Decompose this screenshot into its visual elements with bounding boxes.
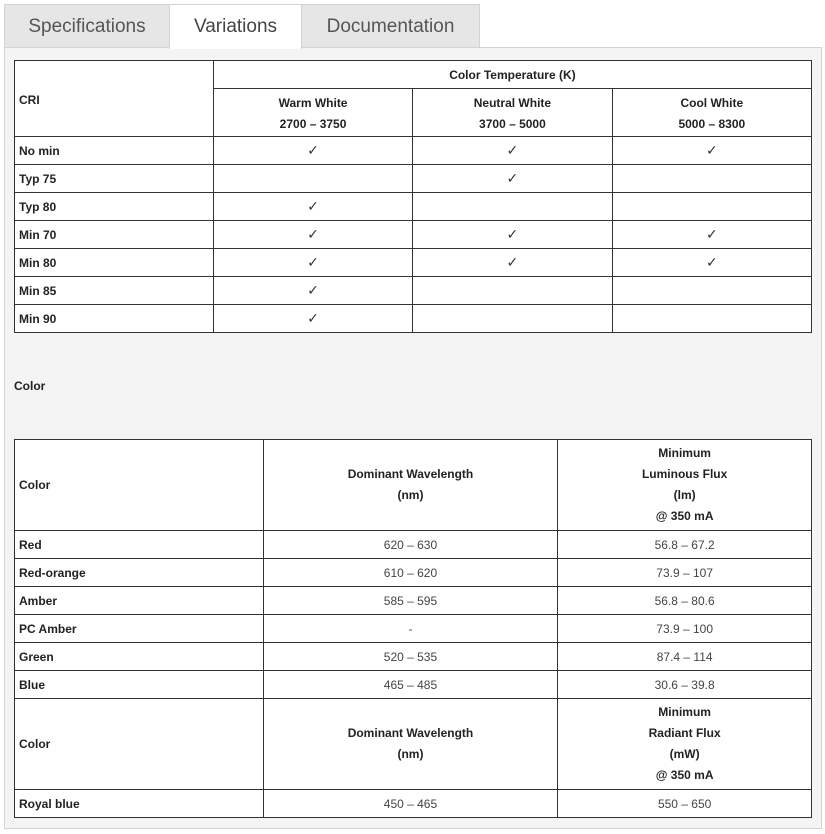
dominant-wavelength: - bbox=[263, 615, 558, 643]
table-row bbox=[15, 137, 812, 165]
check-icon: ✓ bbox=[612, 221, 811, 249]
header-line: Minimum bbox=[658, 705, 711, 719]
dominant-wavelength: 610 – 620 bbox=[263, 559, 558, 587]
empty-cell bbox=[413, 305, 612, 333]
color-name: Blue bbox=[15, 671, 264, 699]
header-line: Dominant Wavelength bbox=[347, 726, 474, 740]
check-icon: ✓ bbox=[413, 249, 612, 277]
neutral-white-label: Neutral White bbox=[473, 95, 552, 110]
table-row bbox=[15, 305, 812, 333]
table-header-row bbox=[15, 699, 812, 790]
table-row bbox=[15, 559, 812, 587]
table-row bbox=[15, 165, 812, 193]
color-section-heading: Color bbox=[14, 379, 46, 393]
cri-table bbox=[14, 60, 812, 333]
neutral-white-range: 3700 – 5000 bbox=[479, 116, 546, 131]
flux-value: 73.9 – 107 bbox=[558, 559, 812, 587]
check-icon: ✓ bbox=[213, 249, 412, 277]
flux-value: 73.9 – 100 bbox=[558, 615, 812, 643]
flux-value: 56.8 – 67.2 bbox=[558, 531, 812, 559]
flux-value: 30.6 – 39.8 bbox=[558, 671, 812, 699]
empty-cell bbox=[413, 277, 612, 305]
empty-cell bbox=[612, 193, 811, 221]
color-name: Red-orange bbox=[15, 559, 264, 587]
cri-row-label: Min 85 bbox=[15, 277, 214, 305]
check-icon: ✓ bbox=[413, 137, 612, 165]
table-row bbox=[15, 277, 812, 305]
header-line: (mW) bbox=[669, 747, 700, 761]
header-line: @ 350 mA bbox=[655, 768, 714, 782]
header-line: (nm) bbox=[397, 747, 424, 761]
color-name: PC Amber bbox=[15, 615, 264, 643]
check-icon: ✓ bbox=[213, 193, 412, 221]
header-line: Minimum bbox=[658, 446, 711, 460]
table-row bbox=[15, 643, 812, 671]
tab-variations[interactable]: Variations bbox=[169, 4, 302, 49]
tab-specifications[interactable]: Specifications bbox=[4, 4, 170, 48]
check-icon: ✓ bbox=[413, 221, 612, 249]
cri-row-label: No min bbox=[15, 137, 214, 165]
header-line: Dominant Wavelength bbox=[347, 467, 474, 481]
table-row bbox=[15, 587, 812, 615]
empty-cell bbox=[413, 193, 612, 221]
warm-white-label: Warm White bbox=[278, 95, 348, 110]
color-table bbox=[14, 439, 812, 818]
flux-value: 550 – 650 bbox=[558, 790, 812, 818]
cri-row-label: Typ 75 bbox=[15, 165, 214, 193]
cri-row-label: Min 80 bbox=[15, 249, 214, 277]
color-name: Amber bbox=[15, 587, 264, 615]
cri-row-label: Min 90 bbox=[15, 305, 214, 333]
dominant-wavelength: 620 – 630 bbox=[263, 531, 558, 559]
wavelength-column-header bbox=[263, 699, 558, 790]
cri-header: CRI bbox=[15, 61, 214, 137]
check-icon: ✓ bbox=[612, 137, 811, 165]
check-icon: ✓ bbox=[213, 137, 412, 165]
cool-white-header bbox=[612, 89, 811, 137]
color-name: Red bbox=[15, 531, 264, 559]
check-icon: ✓ bbox=[213, 277, 412, 305]
header-line: Radiant Flux bbox=[648, 726, 721, 740]
color-name: Royal blue bbox=[15, 790, 264, 818]
tab-documentation[interactable]: Documentation bbox=[301, 4, 480, 48]
color-column-header: Color bbox=[15, 440, 264, 531]
cool-white-range: 5000 – 8300 bbox=[678, 116, 746, 131]
wavelength-column-header bbox=[263, 440, 558, 531]
dominant-wavelength: 465 – 485 bbox=[263, 671, 558, 699]
table-header-row bbox=[15, 440, 812, 531]
flux-value: 56.8 – 80.6 bbox=[558, 587, 812, 615]
dominant-wavelength: 520 – 535 bbox=[263, 643, 558, 671]
check-icon: ✓ bbox=[213, 305, 412, 333]
warm-white-header bbox=[213, 89, 412, 137]
check-icon: ✓ bbox=[213, 221, 412, 249]
table-row bbox=[15, 615, 812, 643]
flux-value: 87.4 – 114 bbox=[558, 643, 812, 671]
color-column-header: Color bbox=[15, 699, 264, 790]
header-line: (nm) bbox=[397, 488, 424, 502]
neutral-white-header bbox=[413, 89, 612, 137]
header-line: (lm) bbox=[673, 488, 696, 502]
warm-white-range: 2700 – 3750 bbox=[279, 116, 347, 131]
dominant-wavelength: 585 – 595 bbox=[263, 587, 558, 615]
dominant-wavelength: 450 – 465 bbox=[263, 790, 558, 818]
table-row bbox=[15, 193, 812, 221]
variations-panel bbox=[4, 47, 822, 829]
empty-cell bbox=[612, 277, 811, 305]
empty-cell bbox=[612, 165, 811, 193]
table-row bbox=[15, 671, 812, 699]
table-row bbox=[15, 249, 812, 277]
empty-cell bbox=[213, 165, 412, 193]
radiant-flux-column-header bbox=[558, 699, 812, 790]
table-row bbox=[15, 790, 812, 818]
check-icon: ✓ bbox=[612, 249, 811, 277]
cri-row-label: Typ 80 bbox=[15, 193, 214, 221]
tab-bar bbox=[0, 0, 825, 48]
table-row bbox=[15, 221, 812, 249]
empty-cell bbox=[612, 305, 811, 333]
color-temperature-header: Color Temperature (K) bbox=[213, 61, 811, 89]
check-icon: ✓ bbox=[413, 165, 612, 193]
luminous-flux-column-header bbox=[558, 440, 812, 531]
header-line: Luminous Flux bbox=[641, 467, 728, 481]
header-line: @ 350 mA bbox=[655, 509, 714, 523]
cri-row-label: Min 70 bbox=[15, 221, 214, 249]
color-name: Green bbox=[15, 643, 264, 671]
cool-white-label: Cool White bbox=[680, 95, 744, 110]
table-row bbox=[15, 531, 812, 559]
